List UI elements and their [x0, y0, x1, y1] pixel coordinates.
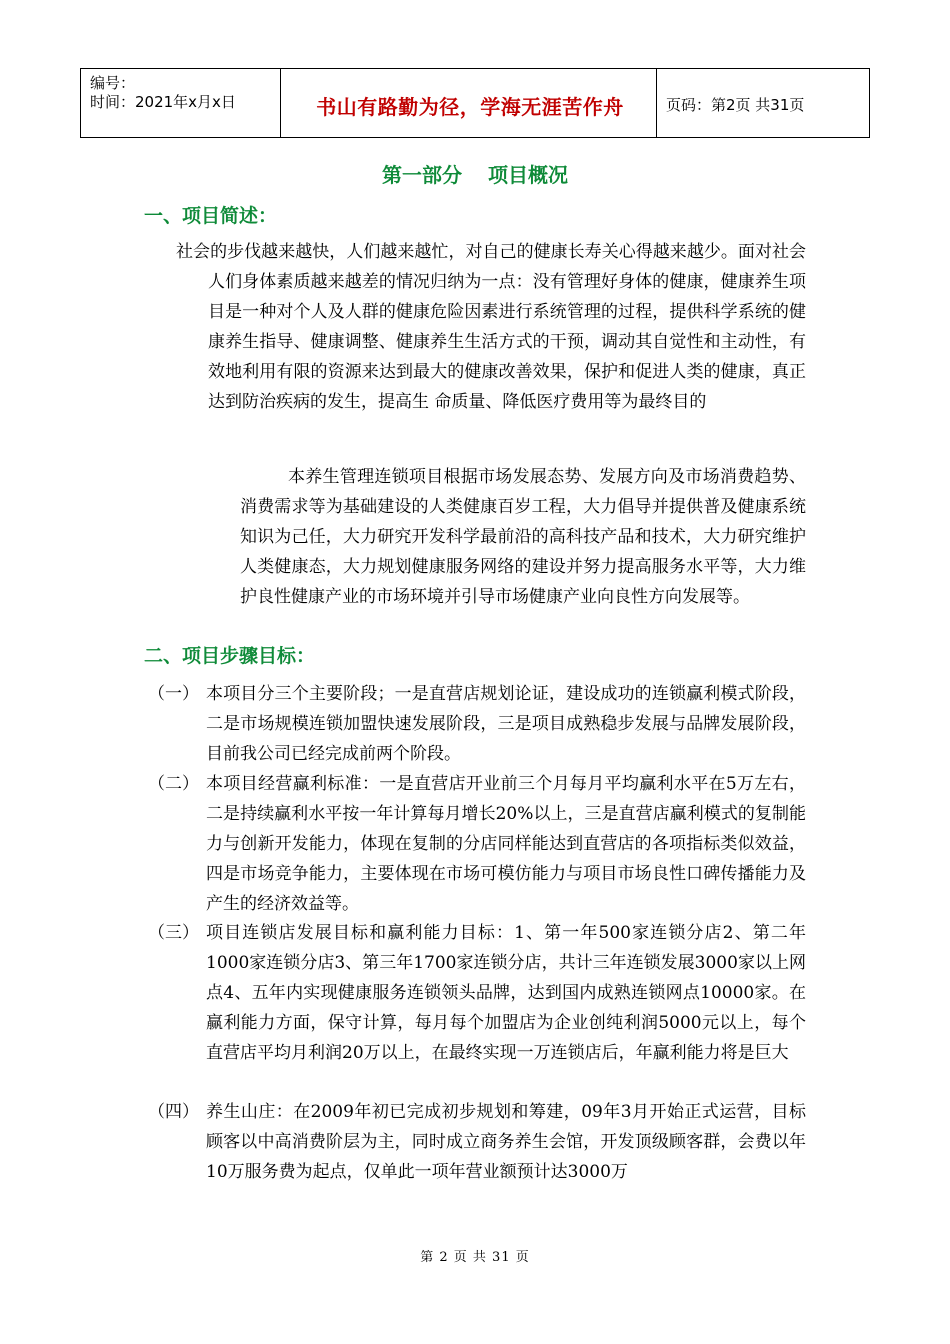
item-4-text: 养生山庄：在2009年初已完成初步规划和筹建，09年3月开始正式运营，目标顾客以中高消费阶层为主，同时成立商务养生会馆，开发顶级顾客群，会费以年10万服务费为起点，仅单此一项年营业额预计达3000万 [206, 1102, 806, 1182]
section1-para1-text: 社会的步伐越来越快，人们越来越忙，对自己的健康长寿关心得越来越少。面对社会人们身体素质越来越差的情况归纳为一点：没有管理好身体的健康，健康养生项目是一种对个人及人群的健康危险因素进行系统管理的过程，提供科学系统的健康养生指导、健康调整、健康养生生活方式的干预，调动其自觉性和主动性，有效地利用有限的资源来达到最大的健康改善效果，保护和促进人类的健康，真正达到防治疾病的发生，提高生 命质量、降低医疗费用等为最终目的 [176, 242, 806, 412]
header-meta [90, 74, 236, 112]
code-label: 编号： [90, 74, 136, 92]
section1-para2: 本养生管理连锁项目根据市场发展态势、发展方向及市场消费趋势、消费需求等为基础建设的人类健康百岁工程，大力倡导并提供普及健康系统知识为己任，大力研究开发科学最前沿的高科技产品和技术，大力研究维护人类健康态，大力规划健康服务网络的建设并努力提高服务水平等，大力维护良性健康产业的市场环境并引导市场健康产业向良性方向发展等。 [240, 467, 806, 607]
title-part: 第一部分 [382, 163, 462, 187]
header-motto: 书山有路勤为径，学海无涯苦作舟 [316, 95, 624, 119]
item-2-text: 本项目经营赢利标准：一是直营店开业前三个月每月平均赢利水平在5万左右，二是持续赢利水平按一年计算每月增长20%以上，三是直营店赢利模式的复制能力与创新开发能力，体现在复制的分店同样能达到直营店的各项指标类似效益，四是市场竞争能力，主要体现在市场可模仿能力与项目市场良性口碑传播能力及产生的经济效益等。 [206, 774, 806, 914]
header-page-info: 页码：第2页 共31页 [666, 96, 805, 114]
item-3-text: 项目连锁店发展目标和赢利能力目标：1、第一年500家连锁分店2、第二年1000家连锁分店3、第三年1700家连锁分店，共计三年连锁发展3000家以上网点4、五年内实现健康服务连锁领头品牌，达到国内成熟连锁网点10000家。在赢利能力方面，保守计算，每月每个加盟店为企业创纯利润5000元以上，每个直营店平均月利润20万以上，在最终实现一万连锁店后，年赢利能力将是巨大 [206, 923, 806, 1063]
item-2-number: （二） [148, 774, 199, 794]
item-1-text: 本项目分三个主要阶段；一是直营店规划论证，建设成功的连锁赢利模式阶段，二是市场规模连锁加盟快速发展阶段，三是项目成熟稳步发展与品牌发展阶段，目前我公司已经完成前两个阶段。 [206, 684, 806, 764]
header-table [80, 68, 870, 138]
section2-heading: 二、项目步骤目标： [144, 645, 316, 667]
header-border-left [80, 69, 81, 137]
section1-para1 [176, 237, 806, 417]
title-name: 项目概况 [488, 163, 568, 187]
header-border-right [869, 69, 870, 137]
section1-heading: 一、项目简述： [144, 205, 278, 227]
page-title [0, 159, 950, 188]
page-footer: 第 2 页 共 31 页 [420, 1250, 530, 1265]
item-3-number: （三） [148, 923, 199, 943]
item-1-number: （一） [148, 684, 199, 704]
date-label: 时间：2021年x月x日 [90, 93, 236, 111]
item-4-number: （四） [148, 1102, 199, 1122]
